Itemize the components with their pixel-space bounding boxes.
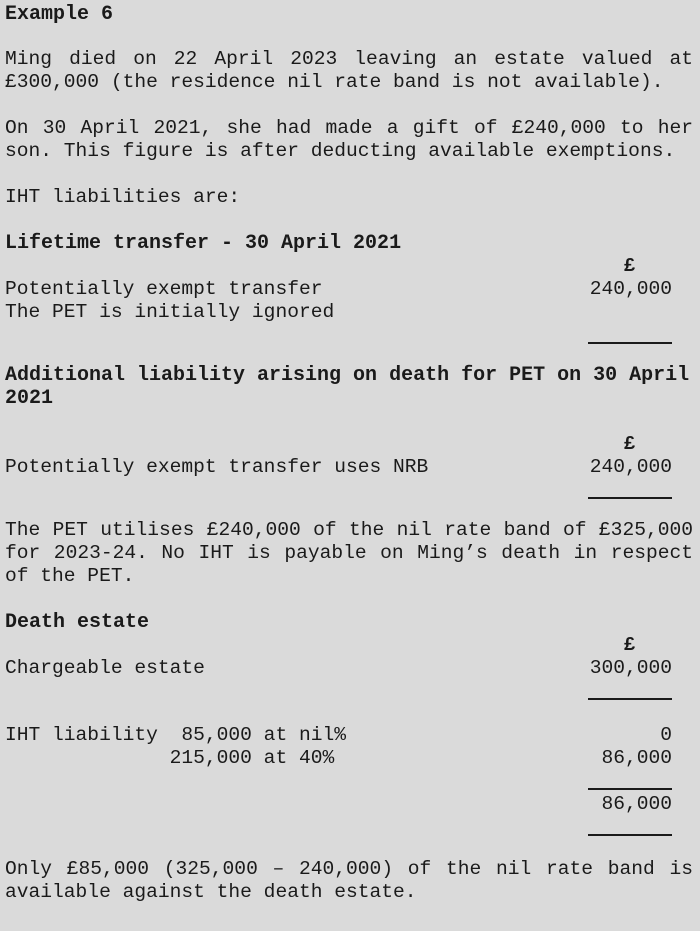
liabilities-intro: IHT liabilities are:: [5, 186, 241, 208]
currency-symbol: £: [623, 255, 636, 277]
closing-paragraph: Only £85,000 (325,000 – 240,000) of the nil rate band is available against the death estate.: [5, 858, 693, 903]
total-rule: [588, 479, 672, 499]
row-amount: 0: [660, 724, 672, 746]
currency-symbol: £: [623, 433, 636, 455]
total-rule-row: [0, 680, 700, 703]
additional-liability-heading: Additional liability arising on death for PET on 30 April 2021: [5, 364, 690, 410]
iht-liability-row-2: [0, 747, 700, 770]
death-estate-heading: Death estate: [5, 611, 150, 634]
row-label: Chargeable estate: [5, 657, 205, 679]
pet-note-paragraph: The PET utilises £240,000 of the nil rate band of £325,000 for 2023-24. No IHT is payable on Ming’s death in respect of the PET.: [5, 519, 693, 587]
example-heading: Example 6: [5, 3, 114, 26]
total-rule-row: [0, 816, 700, 839]
row-label: IHT liability 85,000 at nil%: [5, 724, 346, 746]
row-label: The PET is initially ignored: [5, 301, 335, 323]
intro-paragraph-1: Ming died on 22 April 2023 leaving an estate valued at £300,000 (the residence nil rate band is not available).: [5, 48, 693, 93]
total-rule-row: [0, 324, 700, 347]
total-rule-row: [0, 479, 700, 502]
total-rule: [588, 816, 672, 836]
row-amount: 240,000: [589, 278, 672, 300]
row-amount: 240,000: [589, 456, 672, 478]
row-label: Potentially exempt transfer uses NRB: [5, 456, 429, 478]
total-rule-row: [0, 770, 700, 793]
table-row: [0, 657, 700, 680]
row-amount: 300,000: [589, 657, 672, 679]
intro-paragraph-2: On 30 April 2021, she had made a gift of £240,000 to her son. This figure is after deducting available exemptions.: [5, 117, 693, 162]
currency-symbol: £: [623, 634, 636, 656]
total-rule: [588, 680, 672, 700]
row-label: 215,000 at 40%: [5, 747, 335, 769]
table-row: [0, 278, 700, 301]
additional-currency-header-row: [0, 433, 700, 456]
row-label: Potentially exempt transfer: [5, 278, 323, 300]
total-rule: [588, 324, 672, 344]
lifetime-currency-header-row: [0, 255, 700, 278]
total-row: [0, 793, 700, 816]
lifetime-transfer-heading: Lifetime transfer - 30 April 2021: [5, 232, 402, 255]
iht-liability-row-1: [0, 724, 700, 747]
total-amount: 86,000: [601, 793, 672, 815]
table-row: [0, 456, 700, 479]
row-amount: 86,000: [601, 747, 672, 769]
table-row: [0, 301, 700, 324]
death-currency-header-row: [0, 634, 700, 657]
total-rule: [588, 770, 672, 790]
